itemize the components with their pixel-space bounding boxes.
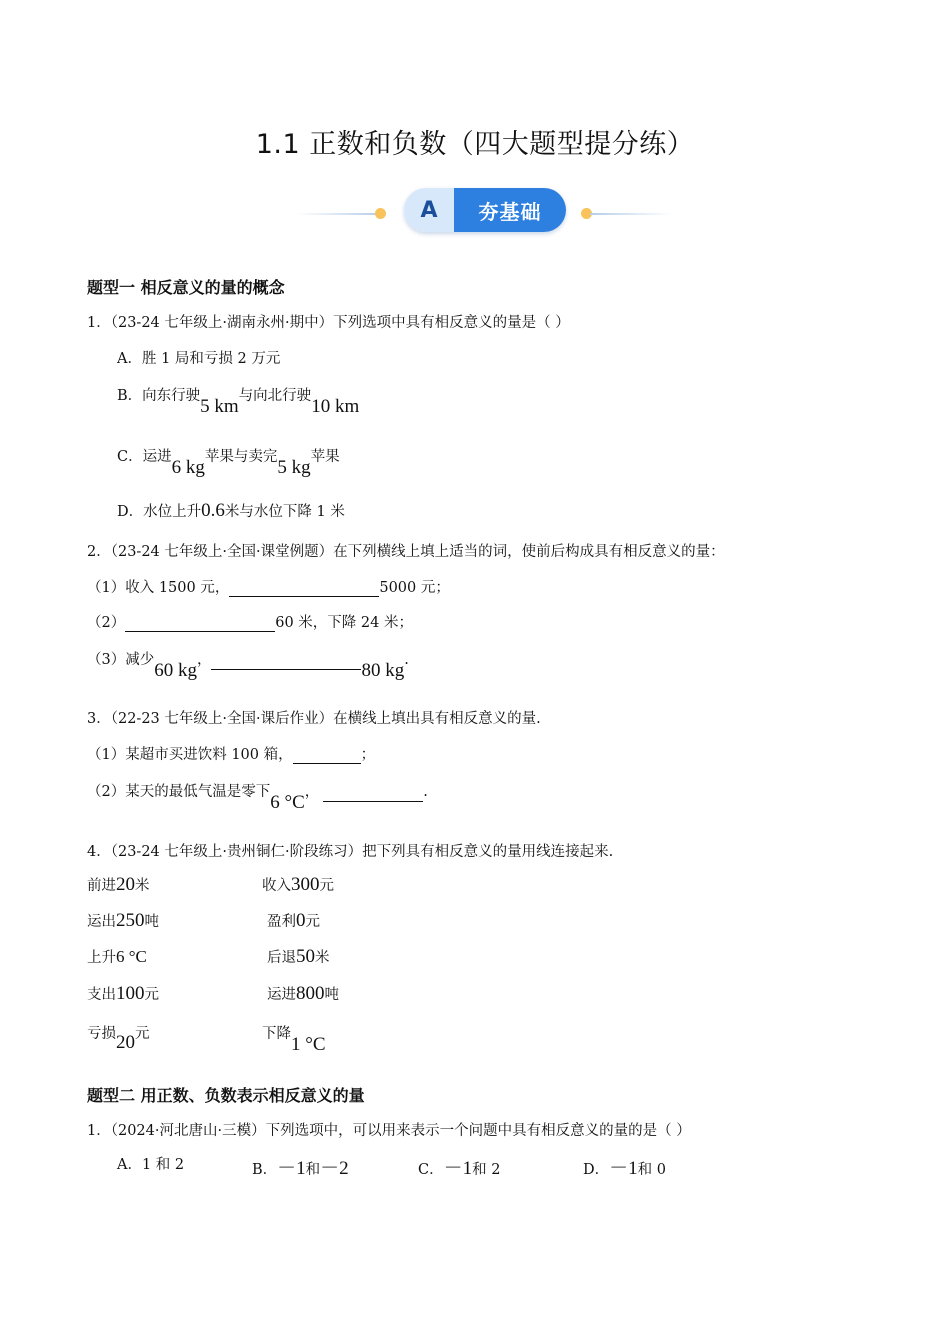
s2b-math-1: －1: [277, 1158, 306, 1179]
q4-r3-prefix: 运进: [267, 987, 296, 1003]
q2-p3-prefix: （3）减少: [87, 652, 155, 668]
q2-p3-period: .: [404, 652, 409, 668]
q4-r3-suffix: 吨: [324, 987, 339, 1003]
badge-left-line: [297, 213, 379, 215]
d-prefix: D．水位上升: [117, 504, 202, 520]
title-sub: （四大题型提分练）: [446, 129, 695, 160]
badge-right-line: [590, 213, 672, 215]
q4-r2-suffix: 米: [315, 950, 330, 966]
c-suffix: 苹果: [310, 449, 340, 465]
q4-l1-prefix: 运出: [87, 914, 116, 930]
q3-p1-blank[interactable]: [293, 747, 361, 764]
badge-left-dot: [375, 208, 386, 219]
q4-r4-math: 1 °C: [291, 1034, 326, 1055]
b-middle: 与向北行驶: [238, 388, 312, 404]
q4-left-item[interactable]: [87, 874, 150, 896]
s2c-prefix: C．: [418, 1162, 444, 1178]
q4-r2-prefix: 后退: [267, 950, 296, 966]
b-math-2: 10 km: [311, 396, 360, 417]
s1-q1-option-a: A．胜 1 局和亏损 2 万元: [117, 351, 281, 367]
s2b-middle: 和: [305, 1162, 321, 1178]
q4-l3-math: 100: [116, 983, 145, 1004]
q4-right-item[interactable]: [262, 1022, 326, 1055]
q2-p1-suffix: 5000 元；: [379, 580, 450, 596]
q3-p1-suffix: ；: [360, 747, 376, 763]
q4-right-item[interactable]: [267, 946, 330, 968]
q4-r0-prefix: 收入: [262, 878, 291, 894]
q4-l4-math: 20: [116, 1032, 135, 1053]
q4-r1-suffix: 元: [305, 914, 320, 930]
b-math-1: 5 km: [200, 396, 239, 417]
q4-l3-suffix: 元: [144, 987, 159, 1003]
c-math-2: 5 kg: [277, 457, 311, 478]
c-middle: 苹果与卖完: [204, 449, 278, 465]
section-badge: [404, 188, 566, 232]
title-main: 1.1 正数和负数: [255, 129, 447, 160]
q2-p3-blank[interactable]: [211, 653, 361, 670]
s1-q1-option-d: [117, 500, 345, 522]
q4-r3-math: 800: [296, 983, 325, 1004]
q4-l4-suffix: 元: [135, 1026, 150, 1042]
q4-l0-suffix: 米: [135, 878, 150, 894]
q2-p2-suffix: 60 米，下降 24 米；: [275, 615, 413, 631]
c-prefix: C．运进: [117, 449, 172, 465]
s1-q3-stem: 3．（22-23 七年级上·全国·课后作业）在横线上填出具有相反意义的量.: [87, 711, 541, 727]
s1-q1-stem: 1．（23-24 七年级上·湖南永州·期中）下列选项中具有相反意义的量是（ ）: [87, 315, 570, 331]
s1-q2-part3: [87, 648, 409, 681]
s2-q1-option-c: [418, 1153, 500, 1180]
q4-r4-prefix: 下降: [262, 1026, 291, 1042]
s2-q1-option-b: [252, 1153, 349, 1180]
q3-p2-period: .: [423, 784, 428, 800]
q4-right-item[interactable]: [262, 874, 334, 896]
q4-left-item[interactable]: [87, 983, 159, 1005]
q4-r2-math: 50: [296, 946, 315, 967]
q4-l4-prefix: 亏损: [87, 1026, 116, 1042]
s1-q4-stem: 4．（23-24 七年级上·贵州铜仁·阶段练习）把下列具有相反意义的量用线连接起来.: [87, 844, 614, 860]
s1-q1-option-c: [117, 445, 340, 478]
q4-l2-math: 6 °C: [116, 947, 147, 966]
q4-left-item[interactable]: [87, 910, 159, 932]
s1-q3-part2: [87, 780, 428, 813]
badge-letter: A: [404, 188, 454, 232]
section2-heading: 题型二 用正数、负数表示相反意义的量: [87, 1086, 365, 1105]
s2c-suffix: 和 2: [472, 1162, 501, 1178]
b-prefix: B．向东行驶: [117, 388, 201, 404]
q4-right-item[interactable]: [267, 910, 320, 932]
s2b-prefix: B．: [252, 1162, 278, 1178]
q4-l3-prefix: 支出: [87, 987, 116, 1003]
c-math-1: 6 kg: [171, 457, 205, 478]
q3-p2-comma: ，: [304, 784, 320, 800]
q4-l0-prefix: 前进: [87, 878, 116, 894]
q3-p2-blank[interactable]: [323, 785, 423, 802]
s2-q1-option-a: A．1 和 2: [117, 1157, 185, 1173]
q3-p1-prefix: （1）某超市买进饮料 100 箱，: [87, 747, 293, 763]
q4-r0-suffix: 元: [319, 878, 334, 894]
s2d-suffix: 和 0: [637, 1162, 666, 1178]
q4-right-item[interactable]: [267, 983, 339, 1005]
page-title: [0, 122, 950, 161]
q4-left-item[interactable]: [87, 1022, 150, 1053]
q4-l2-prefix: 上升: [87, 950, 116, 966]
q3-p2-prefix: （2）某天的最低气温是零下: [87, 784, 271, 800]
q2-p1-prefix: （1）收入 1500 元，: [87, 580, 230, 596]
section1-heading: 题型一 相反意义的量的概念: [87, 278, 285, 297]
s2d-prefix: D．: [583, 1162, 610, 1178]
q4-l0-math: 20: [116, 874, 135, 895]
q2-p2-blank[interactable]: [125, 615, 275, 632]
badge-label: 夯基础: [454, 188, 566, 232]
s1-q3-part1: [87, 743, 375, 764]
q2-p3-math-2: 80 kg: [361, 660, 405, 681]
q4-l1-math: 250: [116, 910, 145, 931]
s2-q1-option-d: [583, 1153, 666, 1180]
s1-q2-stem: 2．（23-24 七年级上·全国·课堂例题）在下列横线上填上适当的词，使前后构成具有相反意义的量：: [87, 544, 725, 560]
s2b-math-2: －2: [320, 1158, 349, 1179]
s2-q1-stem: 1．（2024·河北唐山·三模）下列选项中，可以用来表示一个问题中具有相反意义的量的是（ ）: [87, 1123, 691, 1139]
q4-r1-prefix: 盈利: [267, 914, 296, 930]
q3-p2-math: 6 °C: [270, 792, 305, 813]
d-math: 0.6: [201, 500, 225, 521]
q4-r1-math: 0: [296, 910, 306, 931]
s1-q2-part2: [87, 611, 413, 632]
q2-p3-math-1: 60 kg: [154, 660, 197, 681]
q4-left-item[interactable]: [87, 946, 147, 967]
q2-p2-prefix: （2）: [87, 615, 126, 631]
q4-r0-math: 300: [291, 874, 320, 895]
q4-l1-suffix: 吨: [144, 914, 159, 930]
d-suffix: 米与水位下降 1 米: [224, 504, 345, 520]
s1-q2-part1: [87, 576, 450, 597]
s1-q1-option-b: [117, 384, 360, 417]
s2c-math: －1: [443, 1158, 473, 1179]
q2-p3-comma: ，: [196, 652, 212, 668]
q2-p1-blank[interactable]: [229, 580, 379, 597]
s2d-math: －1: [609, 1158, 638, 1179]
